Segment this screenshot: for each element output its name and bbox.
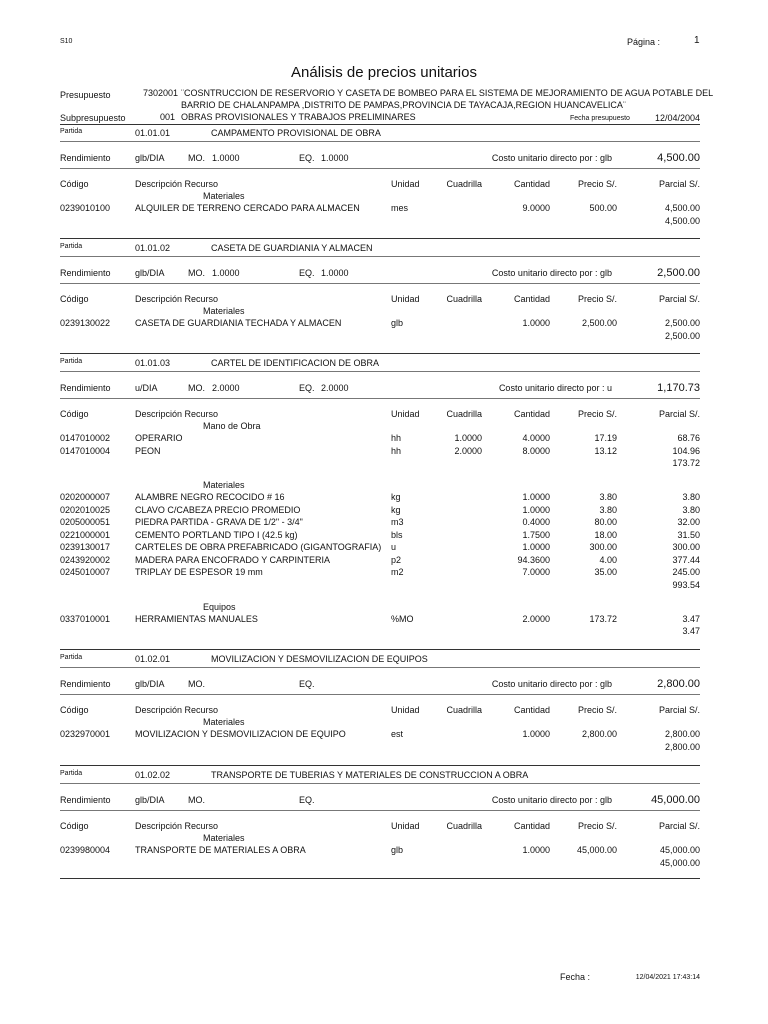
resource-parcial: 2,500.00 bbox=[664, 318, 700, 328]
col-descripcion: Descripción Recurso bbox=[135, 705, 219, 715]
partida-divider bbox=[60, 783, 700, 784]
resource-cuadrilla: 2.0000 bbox=[454, 445, 482, 456]
partida-label: Partida bbox=[60, 128, 83, 135]
rendimiento-label: Rendimiento bbox=[60, 268, 111, 278]
resource-parcial: 377.44 bbox=[672, 554, 700, 565]
col-descripcion: Descripción Recurso bbox=[135, 409, 219, 419]
resource-group-title: Materiales bbox=[203, 717, 245, 727]
partida-divider bbox=[60, 371, 700, 372]
resource-cantidad: 1.7500 bbox=[522, 529, 550, 540]
costo-unitario-label: Costo unitario directo por : glb bbox=[491, 153, 612, 163]
resource-unidad: hh bbox=[391, 433, 402, 443]
resource-parcial: 245.00 bbox=[672, 567, 700, 577]
col-codigo: Código bbox=[60, 409, 89, 419]
mo-value: 1.0000 bbox=[212, 153, 240, 163]
resource-descripcion: PIEDRA PARTIDA - GRAVA DE 1/2" - 3/4" bbox=[135, 517, 303, 527]
col-parcial: Parcial S/. bbox=[658, 821, 700, 831]
group-subtotal: 173.72 bbox=[672, 458, 700, 468]
rendimiento-unit: glb/DIA bbox=[135, 679, 165, 689]
resource-descripcion: OPERARIO bbox=[135, 433, 183, 443]
partida-code: 01.01.01 bbox=[135, 128, 171, 138]
resource-unidad: glb bbox=[391, 318, 404, 328]
resource-group-title: Materiales bbox=[203, 306, 245, 316]
resource-unidad: glb bbox=[391, 845, 404, 855]
resource-unidad: mes bbox=[391, 203, 409, 213]
resource-precio: 2,500.00 bbox=[581, 318, 617, 328]
costo-unitario-value: 4,500.00 bbox=[657, 152, 700, 164]
resource-cantidad: 1.0000 bbox=[522, 492, 550, 502]
col-codigo: Código bbox=[60, 294, 89, 304]
resource-codigo: 0202000007 bbox=[60, 492, 111, 502]
col-cuadrilla: Cuadrilla bbox=[446, 294, 482, 304]
rendimiento-divider bbox=[60, 398, 700, 399]
partida-code: 01.01.03 bbox=[135, 358, 171, 368]
resource-codigo: 0232970001 bbox=[60, 729, 111, 739]
resource-parcial: 4,500.00 bbox=[664, 203, 700, 213]
eq-value: 1.0000 bbox=[321, 268, 349, 278]
resource-parcial: 32.00 bbox=[677, 517, 700, 527]
page-number: 1 bbox=[694, 35, 700, 46]
group-subtotal: 993.54 bbox=[672, 579, 700, 590]
partida-name: CAMPAMENTO PROVISIONAL DE OBRA bbox=[211, 128, 381, 138]
resource-cantidad: 1.0000 bbox=[522, 729, 550, 739]
partida-name: TRANSPORTE DE TUBERIAS Y MATERIALES DE CONSTRUCCION A OBRA bbox=[211, 770, 529, 780]
resource-unidad: est bbox=[391, 729, 404, 739]
col-codigo: Código bbox=[60, 821, 89, 831]
costo-unitario-value: 1,170.73 bbox=[657, 382, 700, 394]
resource-codigo: 0337010001 bbox=[60, 613, 111, 624]
mo-label: MO. bbox=[188, 679, 205, 689]
col-unidad: Unidad bbox=[391, 705, 420, 715]
resource-precio: 80.00 bbox=[594, 517, 617, 527]
subpresupuesto-code: 001 bbox=[160, 112, 176, 122]
resource-group-title: Equipos bbox=[203, 601, 236, 612]
col-precio: Precio S/. bbox=[577, 705, 617, 715]
resource-precio: 3.80 bbox=[599, 504, 617, 515]
resource-precio: 500.00 bbox=[589, 203, 617, 213]
footer-fecha-label: Fecha : bbox=[560, 972, 591, 982]
fecha-presupuesto: 12/04/2004 bbox=[654, 113, 700, 123]
resource-parcial: 104.96 bbox=[672, 445, 700, 456]
presupuesto-code: 7302001 bbox=[143, 88, 179, 98]
resource-precio: 17.19 bbox=[594, 433, 617, 443]
rendimiento-unit: u/DIA bbox=[135, 383, 158, 393]
col-codigo: Código bbox=[60, 705, 89, 715]
col-unidad: Unidad bbox=[391, 294, 420, 304]
resource-precio: 3.80 bbox=[599, 492, 617, 502]
partida-label: Partida bbox=[60, 770, 83, 777]
col-unidad: Unidad bbox=[391, 409, 420, 419]
resource-parcial: 2,800.00 bbox=[664, 729, 700, 739]
rendimiento-label: Rendimiento bbox=[60, 795, 111, 805]
resource-descripcion: CASETA DE GUARDIANIA TECHADA Y ALMACEN bbox=[135, 318, 342, 328]
group-subtotal: 3.47 bbox=[682, 626, 700, 636]
resource-descripcion: MOVILIZACION Y DESMOVILIZACION DE EQUIPO bbox=[135, 729, 346, 739]
partida-code: 01.02.01 bbox=[135, 654, 171, 664]
resource-codigo: 0243920002 bbox=[60, 554, 111, 565]
resource-precio: 173.72 bbox=[589, 613, 617, 624]
resource-precio: 18.00 bbox=[594, 529, 617, 540]
resource-codigo: 0205000051 bbox=[60, 517, 111, 527]
resource-cantidad: 2.0000 bbox=[522, 613, 550, 624]
resource-unidad: m2 bbox=[391, 567, 404, 577]
page-title: Análisis de precios unitarios bbox=[291, 64, 477, 81]
resource-descripcion: ALQUILER DE TERRENO CERCADO PARA ALMACEN bbox=[135, 203, 360, 213]
resource-codigo: 0147010002 bbox=[60, 433, 111, 443]
col-parcial: Parcial S/. bbox=[658, 294, 700, 304]
resource-codigo: 0221000001 bbox=[60, 529, 111, 540]
presupuesto-description-line1: ¨COSNTRUCCION DE RESERVORIO Y CASETA DE BOMBEO PARA EL SISTEMA DE MEJORAMIENTO DE AGUA POTABLE DEL bbox=[181, 88, 714, 98]
resource-group-title: Materiales bbox=[203, 833, 245, 843]
col-unidad: Unidad bbox=[391, 821, 420, 831]
resource-cantidad: 1.0000 bbox=[522, 542, 550, 552]
partida-end-divider bbox=[60, 238, 700, 239]
resource-descripcion: HERRAMIENTAS MANUALES bbox=[135, 613, 258, 624]
partida-divider bbox=[60, 141, 700, 142]
resource-unidad: kg bbox=[391, 492, 401, 502]
resource-precio: 45,000.00 bbox=[576, 845, 617, 855]
resource-unidad: p2 bbox=[391, 554, 402, 565]
partida-code: 01.01.02 bbox=[135, 243, 171, 253]
resource-precio: 2,800.00 bbox=[581, 729, 617, 739]
resource-cantidad: 7.0000 bbox=[522, 567, 550, 577]
col-parcial: Parcial S/. bbox=[658, 179, 700, 189]
resource-group-title: Mano de Obra bbox=[203, 421, 261, 431]
resource-unidad: m3 bbox=[391, 517, 404, 527]
col-cantidad: Cantidad bbox=[513, 294, 550, 304]
resource-parcial: 3.80 bbox=[682, 504, 700, 515]
resource-precio: 300.00 bbox=[589, 542, 617, 552]
partida-end-divider bbox=[60, 878, 700, 879]
resource-codigo: 0239980004 bbox=[60, 845, 111, 855]
mo-label: MO. bbox=[188, 383, 205, 393]
resource-descripcion: CEMENTO PORTLAND TIPO I (42.5 kg) bbox=[135, 529, 298, 540]
partida-label: Partida bbox=[60, 358, 83, 365]
eq-label: EQ. bbox=[299, 268, 315, 278]
costo-unitario-value: 2,800.00 bbox=[657, 678, 700, 690]
col-descripcion: Descripción Recurso bbox=[135, 179, 219, 189]
rendimiento-divider bbox=[60, 694, 700, 695]
resource-cantidad: 1.0000 bbox=[522, 845, 550, 855]
resource-descripcion: ALAMBRE NEGRO RECOCIDO # 16 bbox=[135, 492, 285, 502]
rendimiento-divider bbox=[60, 810, 700, 811]
col-cantidad: Cantidad bbox=[513, 821, 550, 831]
partida-code: 01.02.02 bbox=[135, 770, 171, 780]
costo-unitario-value: 2,500.00 bbox=[657, 267, 700, 279]
resource-parcial: 3.47 bbox=[682, 613, 700, 624]
costo-unitario-label: Costo unitario directo por : u bbox=[498, 383, 612, 393]
partida-divider bbox=[60, 256, 700, 257]
resource-codigo: 0239010100 bbox=[60, 203, 111, 213]
partida-end-divider bbox=[60, 649, 700, 650]
resource-group-title: Materiales bbox=[203, 191, 245, 201]
col-cuadrilla: Cuadrilla bbox=[446, 705, 482, 715]
rendimiento-unit: glb/DIA bbox=[135, 795, 165, 805]
resource-unidad: u bbox=[391, 542, 397, 552]
eq-label: EQ. bbox=[299, 795, 315, 805]
resource-descripcion: MADERA PARA ENCOFRADO Y CARPINTERIA bbox=[135, 554, 331, 565]
partida-label: Partida bbox=[60, 243, 83, 250]
col-cantidad: Cantidad bbox=[513, 409, 550, 419]
col-descripcion: Descripción Recurso bbox=[135, 821, 219, 831]
resource-precio: 35.00 bbox=[594, 567, 617, 577]
resource-descripcion: CARTELES DE OBRA PREFABRICADO (GIGANTOGRAFIA) bbox=[135, 542, 382, 552]
col-precio: Precio S/. bbox=[577, 179, 617, 189]
resource-parcial: 68.76 bbox=[677, 433, 700, 443]
col-precio: Precio S/. bbox=[577, 294, 617, 304]
mo-value: 1.0000 bbox=[212, 268, 240, 278]
resource-cuadrilla: 1.0000 bbox=[454, 433, 482, 443]
col-descripcion: Descripción Recurso bbox=[135, 294, 219, 304]
resource-codigo: 0202010025 bbox=[60, 504, 111, 515]
eq-value: 1.0000 bbox=[321, 153, 349, 163]
rendimiento-unit: glb/DIA bbox=[135, 153, 165, 163]
resource-cantidad: 4.0000 bbox=[522, 433, 550, 443]
resource-precio: 4.00 bbox=[599, 554, 617, 565]
subpresupuesto-label: Subpresupuesto bbox=[60, 113, 126, 123]
rendimiento-label: Rendimiento bbox=[60, 153, 111, 163]
costo-unitario-label: Costo unitario directo por : glb bbox=[491, 795, 612, 805]
resource-precio: 13.12 bbox=[594, 445, 617, 456]
fecha-presupuesto-label: Fecha presupuesto bbox=[570, 115, 630, 122]
mo-label: MO. bbox=[188, 795, 205, 805]
resource-descripcion: TRANSPORTE DE MATERIALES A OBRA bbox=[135, 845, 306, 855]
costo-unitario-label: Costo unitario directo por : glb bbox=[491, 268, 612, 278]
footer-fecha-value: 12/04/2021 17:43:14 bbox=[635, 974, 700, 981]
col-cuadrilla: Cuadrilla bbox=[446, 179, 482, 189]
presupuesto-description-line2: BARRIO DE CHALANPAMPA ,DISTRITO DE PAMPAS,PROVINCIA DE TAYACAJA,REGION HUANCAVELICA¨ bbox=[181, 100, 626, 110]
mo-value: 2.0000 bbox=[212, 383, 240, 393]
resource-codigo: 0239130017 bbox=[60, 542, 111, 552]
rendimiento-label: Rendimiento bbox=[60, 383, 111, 393]
resource-codigo: 0239130022 bbox=[60, 318, 111, 328]
resource-cantidad: 9.0000 bbox=[522, 203, 550, 213]
eq-label: EQ. bbox=[299, 383, 315, 393]
partida-name: CASETA DE GUARDIANIA Y ALMACEN bbox=[211, 243, 373, 253]
group-subtotal: 2,500.00 bbox=[664, 330, 700, 341]
group-subtotal: 45,000.00 bbox=[659, 857, 700, 868]
resource-cantidad: 0.4000 bbox=[522, 517, 550, 527]
resource-unidad: %MO bbox=[391, 613, 414, 624]
resource-descripcion: CLAVO C/CABEZA PRECIO PROMEDIO bbox=[135, 504, 301, 515]
resource-parcial: 45,000.00 bbox=[659, 845, 700, 855]
resource-unidad: bls bbox=[391, 529, 403, 540]
resource-cantidad: 8.0000 bbox=[522, 445, 550, 456]
resource-parcial: 300.00 bbox=[672, 542, 700, 552]
resource-descripcion: PEON bbox=[135, 445, 161, 456]
resource-parcial: 31.50 bbox=[677, 529, 700, 540]
group-subtotal: 2,800.00 bbox=[664, 741, 700, 752]
partida-end-divider bbox=[60, 353, 700, 354]
rendimiento-divider bbox=[60, 283, 700, 284]
col-parcial: Parcial S/. bbox=[658, 409, 700, 419]
eq-label: EQ. bbox=[299, 679, 315, 689]
rendimiento-unit: glb/DIA bbox=[135, 268, 165, 278]
partida-end-divider bbox=[60, 765, 700, 766]
col-cuadrilla: Cuadrilla bbox=[446, 821, 482, 831]
resource-descripcion: TRIPLAY DE ESPESOR 19 mm bbox=[135, 567, 263, 577]
subpresupuesto-description: OBRAS PROVISIONALES Y TRABAJOS PRELIMINARES bbox=[181, 112, 416, 122]
partida-name: CARTEL DE IDENTIFICACION DE OBRA bbox=[211, 358, 380, 368]
resource-codigo: 0245010007 bbox=[60, 567, 111, 577]
report-code: S10 bbox=[60, 38, 73, 45]
resource-codigo: 0147010004 bbox=[60, 445, 111, 456]
presupuesto-label: Presupuesto bbox=[60, 90, 111, 100]
resource-cantidad: 94.3600 bbox=[517, 554, 550, 565]
resource-unidad: hh bbox=[391, 445, 402, 456]
resource-unidad: kg bbox=[391, 504, 401, 515]
partida-name: MOVILIZACION Y DESMOVILIZACION DE EQUIPOS bbox=[211, 654, 428, 664]
col-precio: Precio S/. bbox=[577, 409, 617, 419]
col-cantidad: Cantidad bbox=[513, 179, 550, 189]
col-cuadrilla: Cuadrilla bbox=[446, 409, 482, 419]
page-label: Página : bbox=[627, 37, 661, 47]
col-cantidad: Cantidad bbox=[513, 705, 550, 715]
group-subtotal: 4,500.00 bbox=[664, 215, 700, 226]
partida-divider bbox=[60, 667, 700, 668]
header-divider bbox=[60, 124, 700, 125]
eq-label: EQ. bbox=[299, 153, 315, 163]
costo-unitario-value: 45,000.00 bbox=[651, 794, 700, 806]
mo-label: MO. bbox=[188, 268, 205, 278]
rendimiento-divider bbox=[60, 168, 700, 169]
col-precio: Precio S/. bbox=[577, 821, 617, 831]
mo-label: MO. bbox=[188, 153, 205, 163]
col-codigo: Código bbox=[60, 179, 89, 189]
rendimiento-label: Rendimiento bbox=[60, 679, 111, 689]
col-unidad: Unidad bbox=[391, 179, 420, 189]
partida-label: Partida bbox=[60, 654, 83, 661]
resource-cantidad: 1.0000 bbox=[522, 318, 550, 328]
resource-parcial: 3.80 bbox=[682, 492, 700, 502]
col-parcial: Parcial S/. bbox=[658, 705, 700, 715]
resource-cantidad: 1.0000 bbox=[522, 504, 550, 515]
resource-group-title: Materiales bbox=[203, 480, 245, 490]
eq-value: 2.0000 bbox=[321, 383, 349, 393]
costo-unitario-label: Costo unitario directo por : glb bbox=[491, 679, 612, 689]
